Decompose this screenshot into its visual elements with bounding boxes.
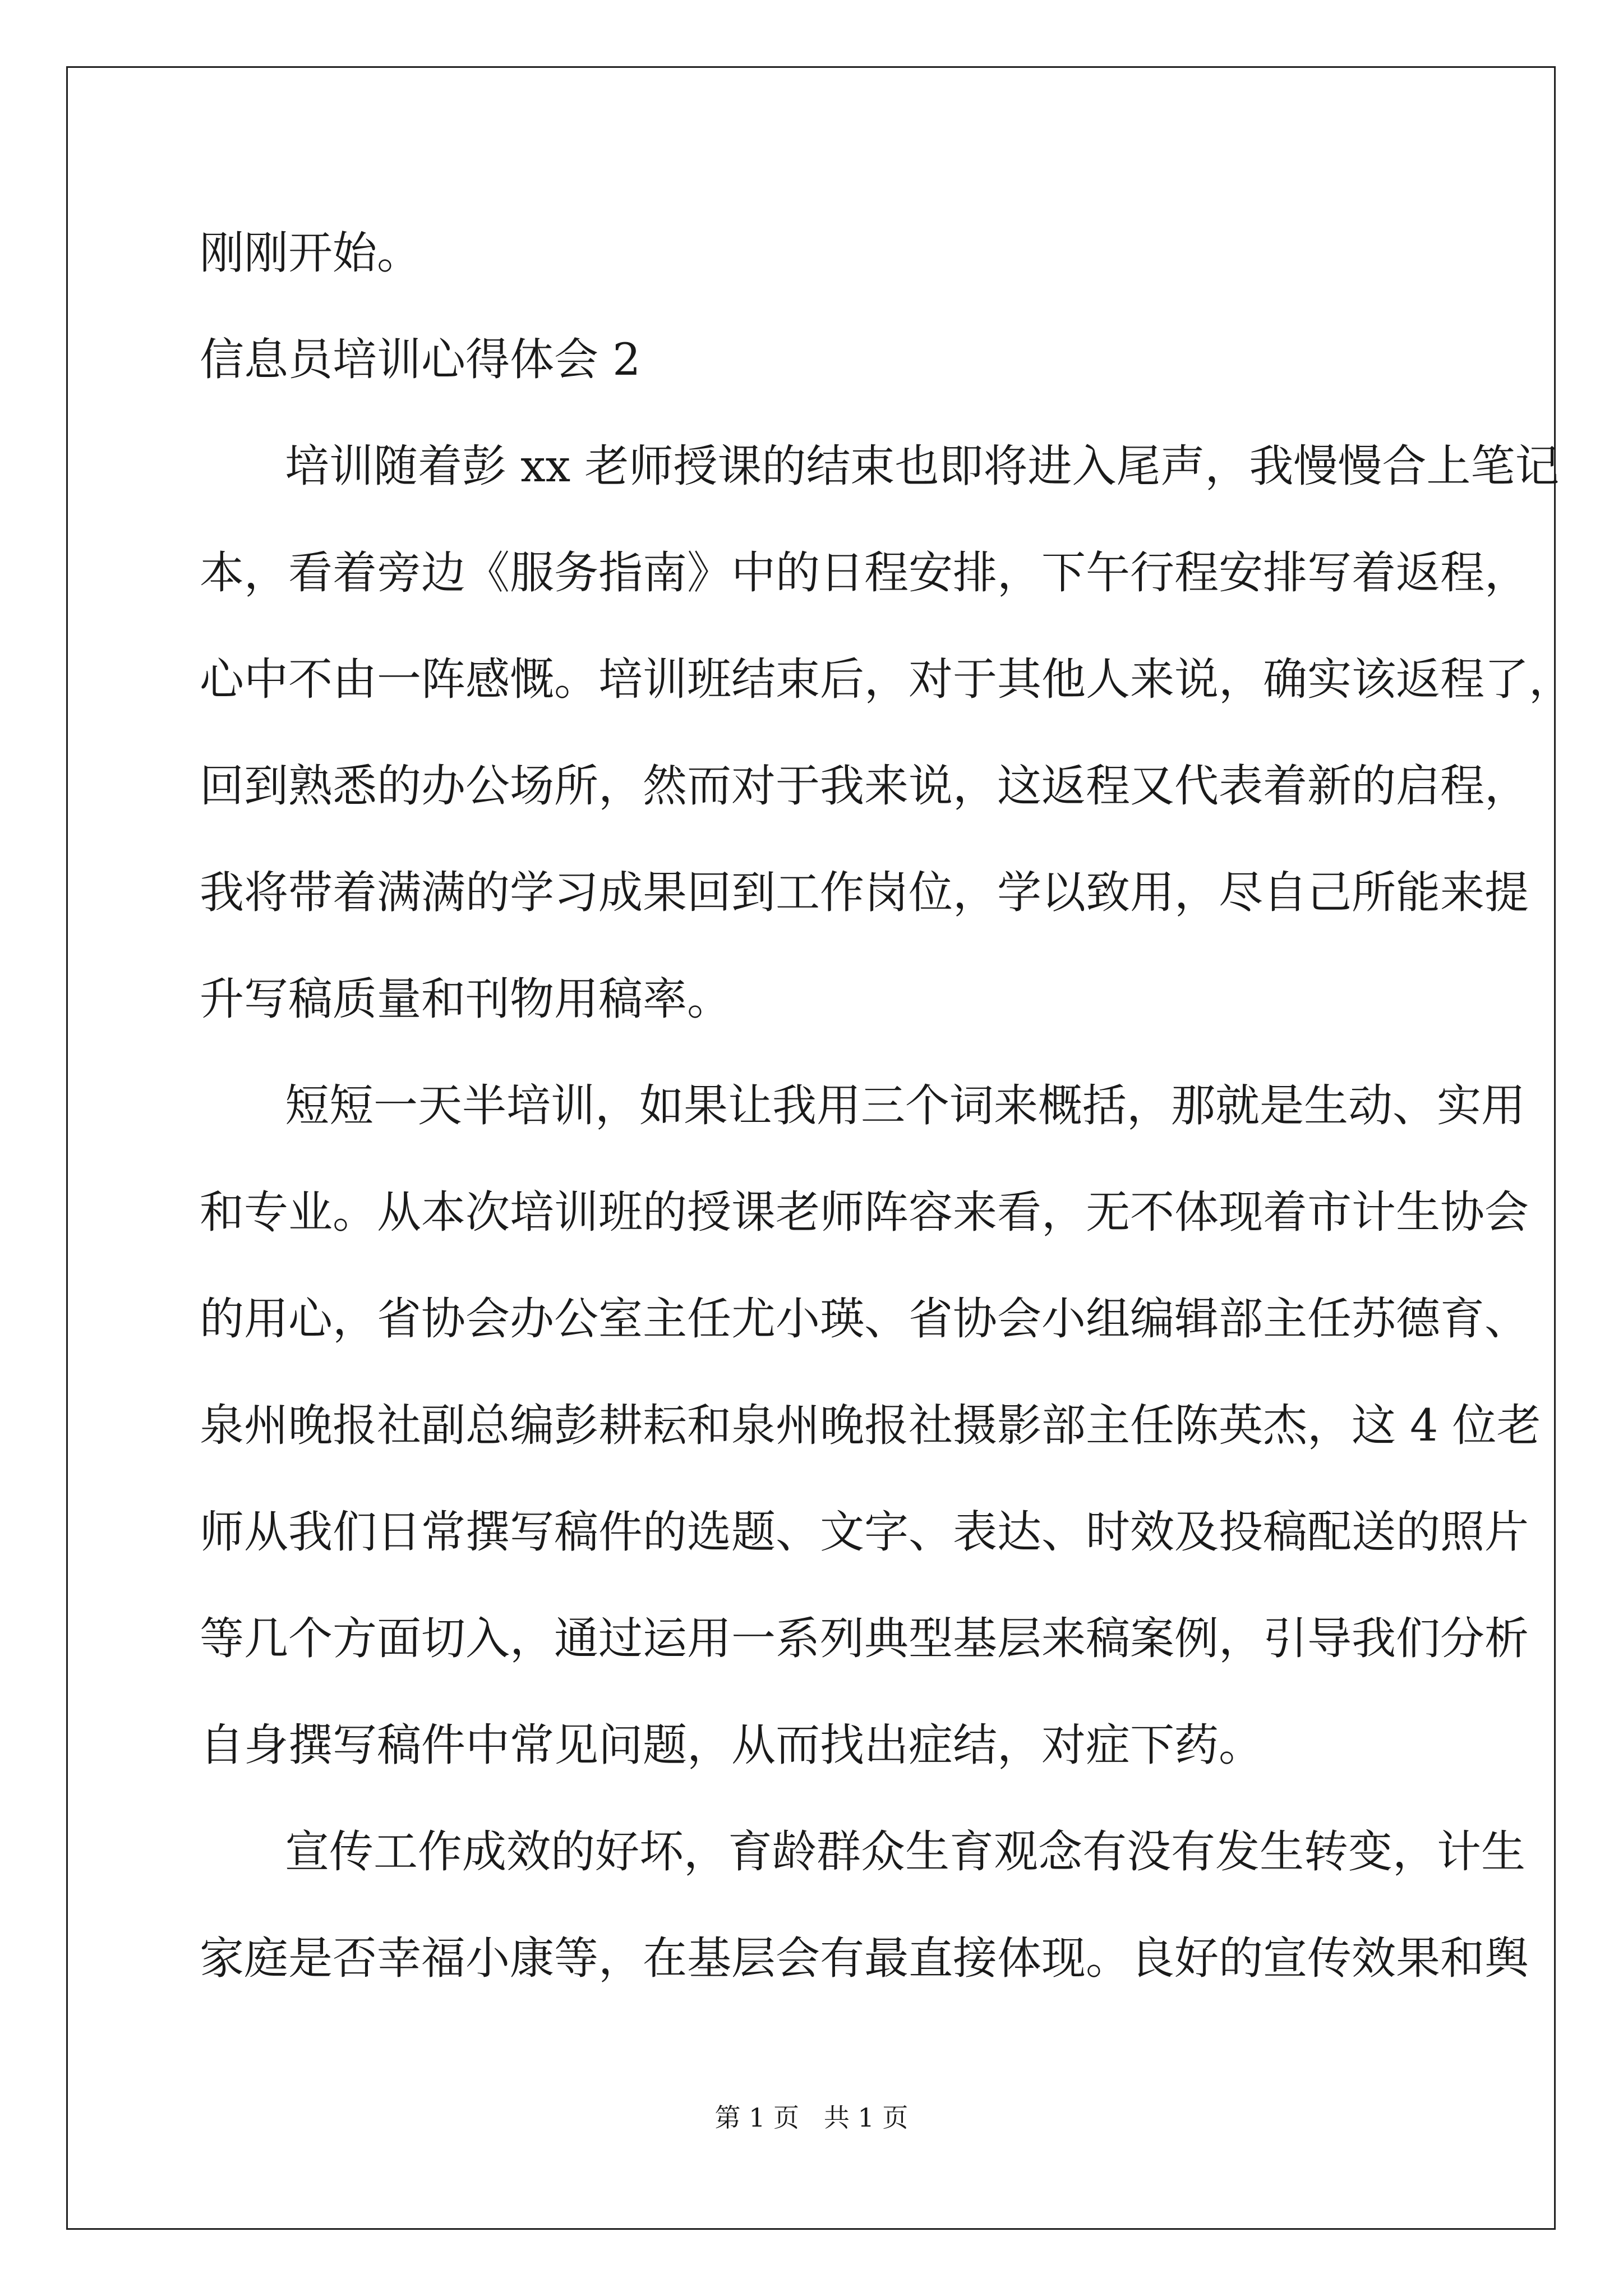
- page-footer: 第 1 页 共 1 页: [714, 2102, 909, 2133]
- text-line: 等几个方面切入，通过运用一系列典型基层来稿案例，引导我们分析: [200, 1613, 1529, 1664]
- text-line: 本，看着旁边《服务指南》中的日程安排，下午行程安排写着返程，: [200, 547, 1529, 599]
- text-line: 短短一天半培训，如果让我用三个词来概括，那就是生动、实用: [285, 1080, 1525, 1131]
- text-line: 家庭是否幸福小康等，在基层会有最直接体现。良好的宣传效果和舆: [200, 1932, 1529, 1984]
- text-line: 师从我们日常撰写稿件的选题、文字、表达、时效及投稿配送的照片: [200, 1506, 1529, 1558]
- text-line: 自身撰写稿件中常见问题，从而找出症结，对症下药。: [200, 1719, 1263, 1771]
- text-line: 升写稿质量和刊物用稿率。: [200, 973, 731, 1025]
- text-line: 泉州晚报社副总编彭耕耘和泉州晚报社摄影部主任陈英杰，这 4 位老: [200, 1400, 1541, 1451]
- text-line: 我将带着满满的学习成果回到工作岗位，学以致用，尽自己所能来提: [200, 867, 1529, 918]
- section-title: 信息员培训心得体会 2: [200, 334, 641, 385]
- text-line: 回到熟悉的办公场所，然而对于我来说，这返程又代表着新的启程，: [200, 760, 1529, 812]
- text-line: 宣传工作成效的好坏，育龄群众生育观念有没有发生转变，计生: [285, 1826, 1525, 1878]
- document-body: [200, 200, 1573, 2012]
- text-line: 心中不由一阵感慨。培训班结束后，对于其他人来说，确实该返程了，: [200, 654, 1573, 705]
- text-line: 和专业。从本次培训班的授课老师阵容来看，无不体现着市计生协会: [200, 1186, 1529, 1238]
- text-line: 培训随着彭 xx 老师授课的结束也即将进入尾声，我慢慢合上笔记: [285, 440, 1560, 492]
- text-line: 的用心，省协会办公室主任尤小瑛、省协会小组编辑部主任苏德育、: [200, 1293, 1529, 1345]
- text-line: 刚刚开始。: [200, 227, 421, 279]
